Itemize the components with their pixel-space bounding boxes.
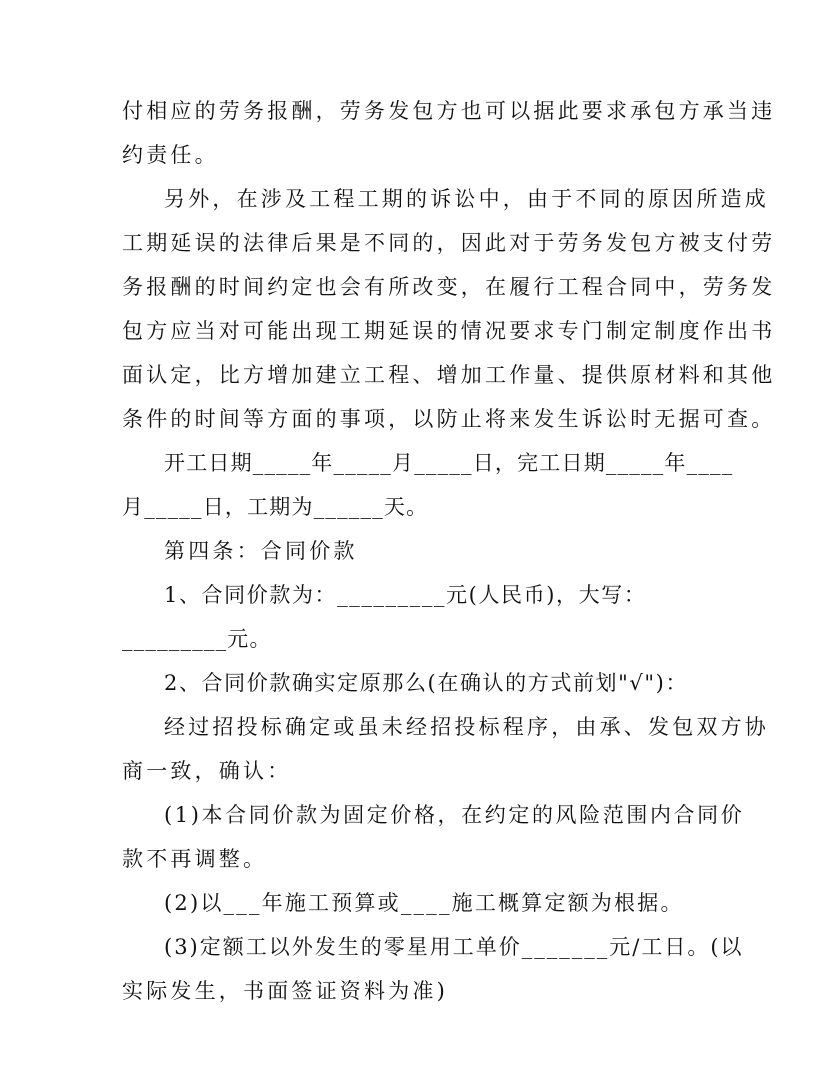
dates-line: 开工日期_____年_____月_____日，完工日期_____年____: [164, 451, 734, 475]
clause-1: (1)本合同价款为固定价格，在约定的风险范围内合同价: [164, 803, 745, 827]
clause-1-cont: 款不再调整。: [122, 847, 268, 871]
paragraph-start-line: 另外，在涉及工程工期的诉讼中，由于不同的原因所造成: [164, 187, 769, 211]
section-heading: 第四条：合同价款: [164, 539, 358, 563]
text-line: 工期延误的法律后果是不同的，因此对于劳务发包方被支付劳: [122, 231, 776, 255]
clause-3: (3)定额工以外发生的零星用工单价_______元/工日。(以: [164, 935, 744, 959]
price-line: 1、合同价款为：_________元(人民币)，大写：: [164, 583, 647, 607]
clause-2: (2)以___年施工预算或____施工概算定额为根据。: [164, 891, 684, 915]
text-line: 务报酬的时间约定也会有所改变，在履行工程合同中，劳务发: [122, 275, 776, 299]
price-method-line: 2、合同价款确实定原那么(在确认的方式前划"√")：: [164, 671, 689, 695]
price-line-cont: _________元。: [122, 627, 272, 651]
text-line: 包方应当对可能出现工期延误的情况要求专门制定制度作出书: [122, 319, 776, 343]
text-line: 面认定，比方增加建立工程、增加工作量、提供原材料和其他: [122, 363, 776, 387]
text-line: 约责任。: [122, 143, 219, 167]
text-line: 付相应的劳务报酬，劳务发包方也可以据此要求承包方承当违: [122, 99, 776, 123]
dates-line-cont: 月_____日，工期为______天。: [122, 495, 429, 519]
clause-3-cont: 实际发生，书面签证资料为准): [122, 979, 448, 1003]
text-line: 商一致，确认：: [122, 759, 292, 783]
text-line: 经过招投标确定或虽未经招投标程序，由承、发包双方协: [164, 715, 769, 739]
text-line: 条件的时间等方面的事项，以防止将来发生诉讼时无据可查。: [122, 407, 776, 431]
